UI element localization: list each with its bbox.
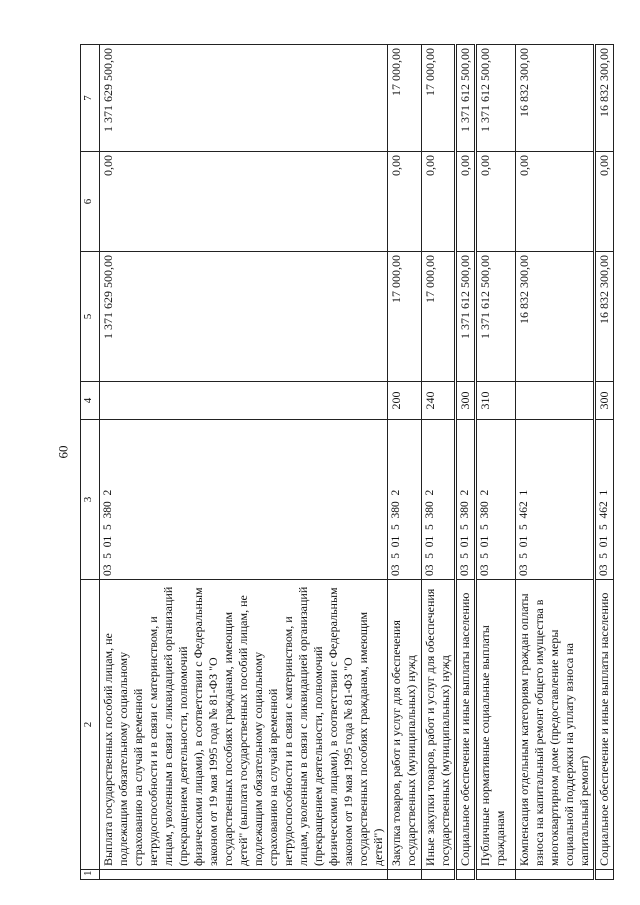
table-row	[456, 45, 476, 880]
row-amount: 1 371 612 500,00	[456, 252, 476, 382]
row-change: 0,00	[456, 152, 476, 252]
row-change: 0,00	[516, 152, 595, 252]
row-amount: 16 832 300,00	[516, 252, 595, 382]
row-amount: 17 000,00	[422, 252, 456, 382]
row-expense-type	[100, 382, 388, 420]
row-change: 0,00	[388, 152, 422, 252]
row-name: Социальное обеспечение и иные выплаты населению	[456, 580, 476, 870]
header-col-2: 2	[81, 580, 100, 870]
header-col-5: 5	[81, 252, 100, 382]
row-expense-type	[516, 382, 595, 420]
header-col-4: 4	[81, 382, 100, 420]
row-name: Выплата государственных пособий лицам, не подлежащим обязательному социальному страхованию на случай временной нетрудоспособности и в связи с материнством, и лицам, уволенным в связи с ликвидацией организаций (прекращением деятельности, полномочий физическими лицами), в соответствии с Федеральным законом от 19 мая 1995 года № 81-ФЗ "О государственных пособиях гражданам, имеющим детей" (выплата государственных пособий лицам, не подлежащим обязательному социальному страхованию на случай временной нетрудоспособности и в связи с материнством, и лицам, уволенным в связи с ликвидацией организаций (прекращением деятельности, полномочий физическими лицами), в соответствии с Федеральным законом от 19 мая 1995 года № 81-ФЗ "О государственных пособиях гражданам, имеющим детей")	[100, 580, 388, 870]
row-change: 0,00	[595, 152, 614, 252]
row-amount: 16 832 300,00	[595, 252, 614, 382]
table-row	[595, 45, 614, 880]
table-row	[476, 45, 516, 880]
row-code: 03 5 01 5 380 2	[422, 420, 456, 580]
budget-table	[80, 44, 614, 880]
rotated-table-container	[80, 45, 620, 880]
row-amount: 17 000,00	[388, 252, 422, 382]
table-row	[388, 45, 422, 880]
header-col-1: 1	[81, 870, 100, 880]
row-change: 0,00	[422, 152, 456, 252]
row-number-cell	[388, 870, 422, 880]
row-expense-type: 240	[422, 382, 456, 420]
row-number-cell	[456, 870, 476, 880]
row-total: 1 371 612 500,00	[456, 45, 476, 152]
row-change: 0,00	[100, 152, 388, 252]
header-row	[81, 45, 100, 880]
row-total: 1 371 612 500,00	[476, 45, 516, 152]
row-code: 03 5 01 5 380 2	[388, 420, 422, 580]
row-code: 03 5 01 5 462 1	[595, 420, 614, 580]
table-row	[516, 45, 595, 880]
row-code: 03 5 01 5 380 2	[476, 420, 516, 580]
row-code: 03 5 01 5 462 1	[516, 420, 595, 580]
row-number-cell	[516, 870, 595, 880]
row-number-cell	[422, 870, 456, 880]
row-total: 1 371 629 500,00	[100, 45, 388, 152]
header-col-6: 6	[81, 152, 100, 252]
row-total: 16 832 300,00	[595, 45, 614, 152]
row-expense-type: 300	[595, 382, 614, 420]
row-number-cell	[595, 870, 614, 880]
row-name: Закупка товаров, работ и услуг для обеспечения государственных (муниципальных) нужд	[388, 580, 422, 870]
header-col-7: 7	[81, 45, 100, 152]
row-amount: 1 371 629 500,00	[100, 252, 388, 382]
row-total: 17 000,00	[422, 45, 456, 152]
page-number: 60	[55, 445, 71, 459]
row-number-cell	[100, 870, 388, 880]
header-col-3: 3	[81, 420, 100, 580]
row-expense-type: 200	[388, 382, 422, 420]
row-name: Публичные нормативные социальные выплаты гражданам	[476, 580, 516, 870]
row-expense-type: 310	[476, 382, 516, 420]
row-change: 0,00	[476, 152, 516, 252]
table-row	[422, 45, 456, 880]
row-name: Иные закупки товаров, работ и услуг для обеспечения государственных (муниципальных) нужд	[422, 580, 456, 870]
row-code: 03 5 01 5 380 2	[100, 420, 388, 580]
row-amount: 1 371 612 500,00	[476, 252, 516, 382]
row-name: Социальное обеспечение и иные выплаты населению	[595, 580, 614, 870]
row-expense-type: 300	[456, 382, 476, 420]
row-code: 03 5 01 5 380 2	[456, 420, 476, 580]
table-row	[100, 45, 388, 880]
row-total: 17 000,00	[388, 45, 422, 152]
row-name: Компенсация отдельным категориям граждан оплаты взноса на капитальный ремонт общего имущества в многоквартирном доме (предоставление меры социальной поддержки на уплату взноса на капитальный ремонт)	[516, 580, 595, 870]
row-total: 16 832 300,00	[516, 45, 595, 152]
row-number-cell	[476, 870, 516, 880]
